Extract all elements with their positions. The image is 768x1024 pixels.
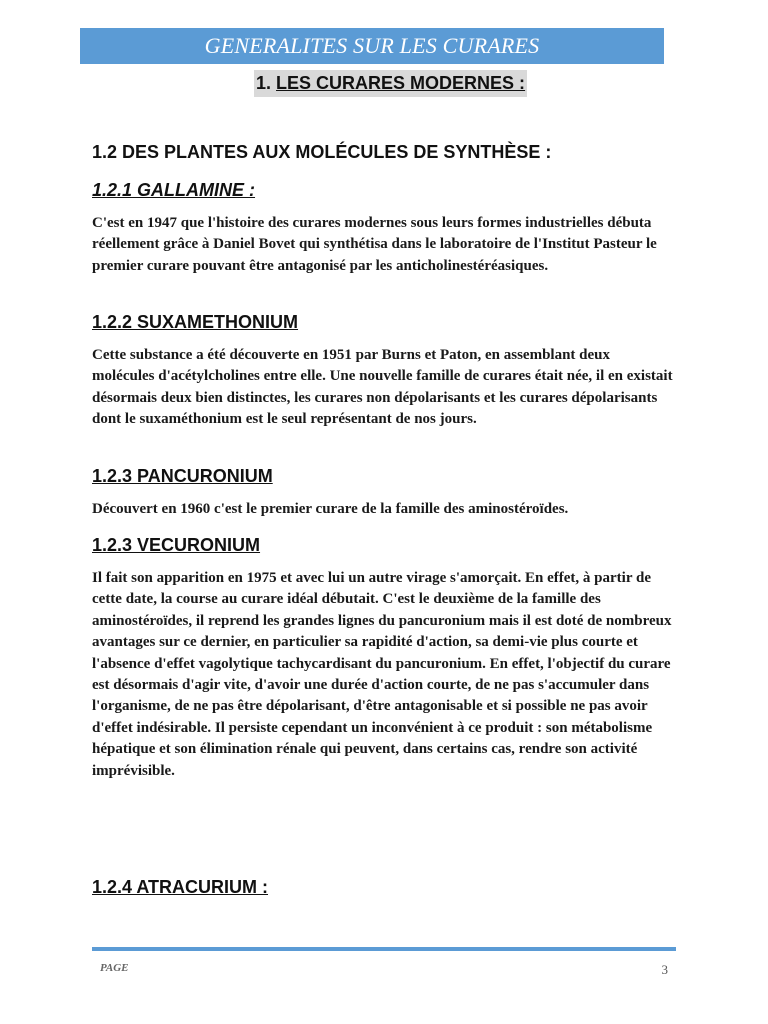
subsection-title-pancuronium: 1.2.3 PANCURONIUM — [92, 466, 273, 486]
footer-page-label: PAGE — [100, 962, 129, 974]
main-heading-number: 1. — [256, 73, 272, 93]
subsection-title-suxamethonium: 1.2.2 SUXAMETHONIUM — [92, 312, 299, 332]
paragraph-suxamethonium: Cette substance a été découverte en 1951 par Burns et Paton, en assemblant deux molécules d'acétylcholines entre elle. Une nouvelle famille de curares était née, il en existait désormais deux bien distinctes, les curares non dépolarisants et les curares dépolarisants dont le suxaméthonium est le seul représentant de nos jours. — [92, 347, 673, 428]
paragraph-gallamine: C'est en 1947 que l'histoire des curares modernes sous leurs formes industrielles débuta réellement grâce à Daniel Bovet qui synthétisa dans le laboratoire de l'Institut Pasteur le premier curare pouvant être antagonisé par les anticholinestéréasiques. — [92, 215, 657, 274]
subsection-title-gallamine: 1.2.1 GALLAMINE : — [92, 180, 256, 200]
header-band — [80, 28, 664, 64]
main-heading-text: LES CURARES MODERNES : — [276, 73, 526, 93]
paragraph-vecuronium: Il fait son apparition en 1975 et avec lui un autre virage s'amorçait. En effet, à partir de cette date, la course au curare idéal débutait. C'est le deuxième de la famille des aminostéroïdes, il reprend les grandes lignes du pancuronium mais il est doté de nombreux avantages sur ce dernier, en particulier sa rapidité d'action, sa demi-vie plus courte et l'absence d'effet vagolytique tachycardisant du pancuronium. En effet, l'objectif du curare est désormais d'agir vite, d'avoir une durée d'action courte, de ne pas s'accumuler dans l'organisme, de ne pas être dépolarisant, d'être antagonisable et si possible ne pas avoir d'effet indésirable. Il persiste cependant un inconvénient à ce produit : son métabolisme hépatique et son élimination rénale qui peuvent, dans certains cas, rendre son activité imprévisible. — [92, 570, 672, 779]
document-header-title: GENERALITES SUR LES CURARES — [204, 33, 540, 58]
subsection-title-vecuronium: 1.2.3 VECURONIUM — [92, 535, 261, 555]
paragraph-pancuronium: Découvert en 1960 c'est le premier curare de la famille des aminostéroïdes. — [92, 501, 569, 517]
main-heading — [254, 70, 527, 97]
footer-rule — [92, 947, 676, 951]
subsection-title-atracurium: 1.2.4 ATRACURIUM : — [92, 877, 269, 897]
section-heading: 1.2 DES PLANTES AUX MOLÉCULES DE SYNTHÈSE : — [92, 142, 552, 162]
footer-page-number: 3 — [661, 962, 668, 977]
